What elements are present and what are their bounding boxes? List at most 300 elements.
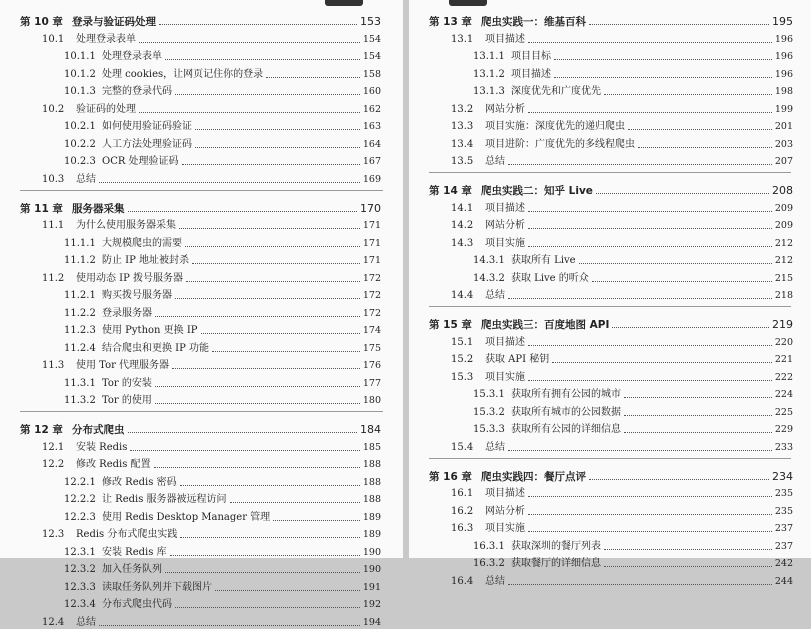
entry-title: 项目实施 [485,237,525,249]
entry-page: 209 [774,202,793,214]
entry-page: 196 [774,33,793,45]
entry-number: 14.3.2 [473,272,505,284]
toc-chapter-entry [409,465,811,483]
entry-page: 237 [774,540,793,552]
entry-number: 11.2 [42,272,65,284]
entry-page: 207 [774,156,793,167]
entry-title: 获取 Live 的听众 [511,272,589,284]
toc-subsection-entry [0,302,403,320]
dot-leader [554,77,772,78]
entry-number: 13.5 [451,156,474,167]
entry-number: 12.2 [42,459,65,470]
entry-number: 15.3.1 [473,389,505,400]
entry-number: 11.1 [42,220,65,231]
entry-number: 10.2.3 [64,156,96,167]
toc-subsection-entry [0,232,403,250]
toc-subsection-entry [0,81,403,99]
dot-leader [589,24,769,25]
toc-section-entry [409,285,811,303]
toc-subsection-entry [409,384,811,402]
dot-leader [592,281,772,282]
dot-leader [130,450,360,451]
entry-page: 237 [774,523,793,534]
toc-section-entry [409,151,811,169]
entry-page: 154 [362,51,381,62]
entry-title: 网站分析 [485,505,525,517]
entry-page: 199 [774,103,793,115]
toc-subsection-entry [0,151,403,169]
entry-title: 使用 Redis Desktop Manager 管理 [102,511,271,523]
dot-leader [179,228,360,229]
toc-subsection-entry [0,250,403,268]
entry-page: 218 [774,290,793,301]
entry-number: 12.3.4 [64,599,96,610]
entry-number: 15.3.2 [473,406,505,418]
entry-page: 188 [362,494,381,505]
entry-page: 203 [774,138,793,150]
dot-leader [604,566,772,567]
dot-leader [508,584,772,585]
entry-number: 15.1 [451,336,474,348]
entry-title: Tor 的安装 [102,377,152,389]
toc-section-entry [0,215,403,233]
toc-section-entry [409,197,811,215]
entry-page: 209 [774,220,793,231]
dot-leader [180,485,360,486]
dot-leader [175,607,360,608]
entry-title: 总结 [76,173,96,185]
entry-title: 获取所有拥有公园的城市 [511,389,621,400]
entry-title: 人工方法处理验证码 [102,138,192,150]
dot-leader [159,24,357,25]
page-edge-tab [325,0,363,6]
entry-title: 修改 Redis 配置 [76,459,151,470]
toc-subsection-entry [409,553,811,571]
entry-page: 190 [362,564,381,575]
entry-title: 项目目标 [511,51,551,62]
entry-page: 221 [774,354,793,365]
entry-page: 234 [772,469,793,483]
entry-number: 11.2.4 [64,342,96,354]
entry-number: 12.2.3 [64,511,96,523]
toc-subsection-entry [0,133,403,151]
dot-leader [552,362,772,363]
dot-leader [604,94,772,95]
dot-leader [612,327,769,328]
dot-leader [528,345,772,346]
entry-number: 16.2 [451,505,474,517]
entry-page: 189 [362,529,381,540]
entry-number: 11.3 [42,360,65,371]
entry-title: 大规模爬虫的需要 [102,237,182,249]
entry-page: 191 [362,581,381,593]
chapter-separator [429,306,791,307]
dot-leader [139,42,360,43]
entry-number: 12.3.3 [64,581,96,593]
entry-title: 分布式爬虫代码 [102,599,172,610]
entry-title: 网站分析 [485,220,525,231]
dot-leader [215,590,360,591]
entry-page: 177 [362,377,381,389]
toc-subsection-entry [0,489,403,507]
entry-title: 深度优先和广度优先 [511,86,601,97]
entry-page: 180 [362,395,381,406]
entry-page: 184 [360,423,381,436]
toc-section-entry [0,524,403,542]
entry-title: 结合爬虫和更换 IP 功能 [102,342,210,354]
entry-number: 15.2 [451,354,474,365]
entry-page: 233 [774,441,793,453]
dot-leader [638,147,772,148]
toc-chapter-entry [0,10,403,28]
toc-left [0,10,403,629]
toc-section-entry [409,500,811,518]
entry-page: 188 [362,476,381,488]
entry-title: 总结 [485,156,505,167]
entry-number: 11.2.2 [64,307,96,319]
dot-leader [624,415,772,416]
entry-title: 爬虫实践三：百度地图 API [481,319,610,331]
toc-section-entry [409,366,811,384]
dot-leader [579,263,772,264]
entry-title: 让 Redis 服务器被远程访问 [102,494,227,505]
entry-page: 242 [774,558,793,569]
dot-leader [624,432,772,433]
entry-number: 15.3.3 [473,424,505,435]
entry-title: 总结 [485,290,505,301]
entry-number: 16.4 [451,575,474,587]
entry-page: 189 [362,511,381,523]
dot-leader [185,246,360,247]
toc-chapter-entry [409,10,811,28]
entry-title: 使用 Tor 代理服务器 [76,360,170,371]
entry-number: 第 10 章 [20,16,63,28]
entry-number: 10.1.1 [64,51,96,62]
entry-title: 修改 Redis 密码 [102,476,177,488]
toc-subsection-entry [409,46,811,64]
entry-title: 项目描述 [485,488,525,499]
entry-page: 215 [774,272,793,284]
toc-subsection-entry [0,576,403,594]
entry-page: 158 [362,68,381,80]
toc-chapter-entry [409,179,811,197]
toc-section-entry [0,28,403,46]
entry-title: 登录与验证码处理 [72,16,156,28]
entry-page: 162 [362,103,381,115]
entry-title: 项目实施：深度优先的递归爬虫 [485,121,625,132]
entry-number: 12.2.1 [64,476,96,488]
dot-leader [170,555,360,556]
entry-number: 13.1.2 [473,68,505,80]
right-page [409,0,811,587]
dot-leader [528,496,772,497]
entry-page: 222 [774,371,793,383]
entry-page: 192 [362,599,381,610]
dot-leader [628,129,772,130]
entry-page: 198 [774,86,793,97]
toc-section-entry [409,116,811,134]
dot-leader [182,164,360,165]
toc-subsection-entry [0,372,403,390]
toc-right [409,10,811,588]
toc-subsection-entry [0,46,403,64]
dot-leader [175,94,360,95]
entry-number: 11.3.2 [64,395,96,406]
entry-page: 171 [362,255,381,266]
entry-title: 项目描述 [485,33,525,45]
chapter-separator [20,190,383,191]
entry-number: 14.3 [451,237,474,249]
entry-title: 如何使用验证码验证 [102,121,192,132]
entry-page: 185 [362,441,381,453]
entry-number: 13.1.1 [473,51,505,62]
dot-leader [128,211,358,212]
entry-page: 212 [774,255,793,266]
entry-title: 加入任务队列 [102,564,162,575]
toc-section-entry [409,570,811,588]
dot-leader [186,281,360,282]
entry-title: 总结 [76,616,96,628]
left-page [0,0,403,628]
entry-number: 11.1.1 [64,237,96,249]
dot-leader [508,298,772,299]
entry-number: 11.2.3 [64,325,96,336]
toc-subsection-entry [0,63,403,81]
toc-subsection-entry [0,285,403,303]
entry-number: 12.4 [42,616,65,628]
dot-leader [273,520,360,521]
entry-title: 服务器采集 [72,202,125,215]
entry-number: 14.3.1 [473,255,505,266]
entry-page: 244 [774,575,793,587]
entry-number: 14.1 [451,202,474,214]
entry-page: 154 [362,33,381,45]
entry-page: 169 [362,173,381,185]
entry-number: 第 16 章 [429,470,472,483]
entry-title: 登录服务器 [102,307,152,319]
entry-number: 13.1 [451,33,474,45]
dot-leader [604,549,772,550]
dot-leader [528,42,772,43]
toc-section-entry [409,518,811,536]
entry-title: 完整的登录代码 [102,86,172,97]
entry-page: 235 [774,488,793,499]
entry-number: 13.4 [451,138,474,150]
toc-section-entry [409,331,811,349]
entry-title: 读取任务队列并下载图片 [102,581,212,593]
entry-number: 第 14 章 [429,185,472,197]
entry-page: 224 [774,389,793,400]
toc-section-entry [0,98,403,116]
entry-page: 167 [362,156,381,167]
toc-subsection-entry [0,320,403,338]
toc-subsection-entry [0,594,403,612]
dot-leader [180,537,360,538]
entry-number: 13.1.3 [473,86,505,97]
toc-section-entry [0,267,403,285]
entry-title: 项目实施 [485,523,525,534]
entry-page: 194 [362,616,381,628]
entry-page: 164 [362,138,381,150]
entry-number: 10.1.3 [64,86,96,97]
toc-subsection-entry [409,535,811,553]
chapter-separator [20,411,383,412]
entry-title: 处理登录表单 [102,51,162,62]
dot-leader [195,129,360,130]
toc-subsection-entry [0,506,403,524]
dot-leader [528,211,772,212]
entry-title: 购买拨号服务器 [102,290,172,301]
entry-number: 12.3.2 [64,564,96,575]
dot-leader [589,479,769,480]
dot-leader [165,572,360,573]
entry-title: 项目进阶：广度优先的多线程爬虫 [485,138,635,150]
entry-number: 13.3 [451,121,474,132]
entry-number: 14.4 [451,290,474,301]
toc-subsection-entry [409,401,811,419]
entry-title: 获取 API 秘钥 [485,354,550,365]
toc-chapter-entry [0,197,403,215]
toc-subsection-entry [409,81,811,99]
toc-subsection-entry [409,63,811,81]
entry-title: Tor 的使用 [102,395,152,406]
entry-number: 14.2 [451,220,474,231]
dot-leader [554,59,772,60]
toc-section-entry [0,436,403,454]
page-edge-tab [449,0,487,6]
dot-leader [528,246,772,247]
toc-section-entry [409,483,811,501]
entry-title: 处理 cookies，让网页记住你的登录 [102,68,264,80]
dot-leader [192,263,360,264]
entry-title: 防止 IP 地址被封杀 [102,255,190,266]
entry-title: Redis 分布式爬虫实践 [76,529,178,540]
dot-leader [155,316,360,317]
entry-number: 12.3.1 [64,546,96,558]
toc-section-entry [0,611,403,629]
entry-page: 196 [774,68,793,80]
dot-leader [528,112,772,113]
dot-leader [230,502,360,503]
dot-leader [528,531,772,532]
dot-leader [266,77,360,78]
dot-leader [528,380,772,381]
entry-title: 项目实施 [485,371,525,383]
entry-title: 分布式爬虫 [72,424,125,436]
entry-title: 获取所有公园的详细信息 [511,424,621,435]
entry-number: 11.2.1 [64,290,96,301]
toc-subsection-entry [0,116,403,134]
entry-page: 153 [360,15,381,28]
entry-number: 15.4 [451,441,474,453]
dot-leader [99,625,360,626]
dot-leader [528,228,772,229]
dot-leader [128,432,358,433]
entry-number: 13.2 [451,103,474,115]
entry-number: 15.3 [451,371,474,383]
entry-page: 225 [774,406,793,418]
toc-section-entry [409,349,811,367]
entry-title: 为什么使用服务器采集 [76,220,176,231]
toc-chapter-entry [0,418,403,436]
entry-number: 第 15 章 [429,319,472,331]
entry-number: 16.1 [451,488,474,499]
entry-title: 网站分析 [485,103,525,115]
toc-section-entry [409,215,811,233]
entry-title: 验证码的处理 [76,103,136,115]
entry-number: 10.1 [42,33,65,45]
entry-page: 201 [774,121,793,132]
entry-page: 212 [774,237,793,249]
entry-number: 第 12 章 [20,424,63,436]
entry-title: 安装 Redis [76,441,128,453]
entry-page: 160 [362,86,381,97]
entry-number: 第 11 章 [20,202,63,215]
entry-title: 项目描述 [485,202,525,214]
entry-page: 219 [772,318,793,331]
entry-number: 12.3 [42,529,65,540]
toc-section-entry [0,355,403,373]
entry-number: 12.1 [42,441,65,453]
dot-leader [508,164,772,165]
toc-section-entry [409,98,811,116]
dot-leader [99,182,360,183]
toc-section-entry [0,454,403,472]
dot-leader [155,386,360,387]
dot-leader [508,450,772,451]
entry-title: 使用动态 IP 拨号服务器 [76,272,184,284]
entry-page: 172 [362,290,381,301]
dot-leader [155,403,360,404]
entry-number: 16.3.2 [473,558,505,569]
entry-page: 172 [362,307,381,319]
toc-subsection-entry [409,250,811,268]
entry-page: 195 [772,15,793,28]
entry-page: 176 [362,360,381,371]
entry-page: 220 [774,336,793,348]
entry-number: 10.2.2 [64,138,96,150]
entry-number: 第 13 章 [429,16,472,28]
dot-leader [624,397,772,398]
toc-section-entry [0,168,403,186]
toc-subsection-entry [409,419,811,437]
toc-subsection-entry [0,559,403,577]
toc-subsection-entry [0,471,403,489]
entry-title: 项目描述 [485,336,525,348]
entry-page: 172 [362,272,381,284]
entry-number: 16.3 [451,523,474,534]
entry-number: 11.3.1 [64,377,96,389]
entry-number: 10.2 [42,103,65,115]
entry-page: 163 [362,121,381,132]
entry-number: 12.2.2 [64,494,96,505]
entry-page: 235 [774,505,793,517]
entry-page: 190 [362,546,381,558]
entry-title: 项目描述 [511,68,551,80]
entry-title: 获取所有城市的公园数据 [511,406,621,418]
entry-title: 获取深圳的餐厅列表 [511,540,601,552]
entry-title: 爬虫实践一：维基百科 [481,16,586,28]
entry-page: 208 [772,184,793,197]
entry-number: 11.1.2 [64,255,96,266]
entry-number: 10.2.1 [64,121,96,132]
toc-subsection-entry [409,267,811,285]
toc-subsection-entry [0,337,403,355]
entry-title: 获取餐厅的详细信息 [511,558,601,569]
toc-section-entry [409,28,811,46]
entry-page: 175 [362,342,381,354]
entry-title: 总结 [485,441,505,453]
